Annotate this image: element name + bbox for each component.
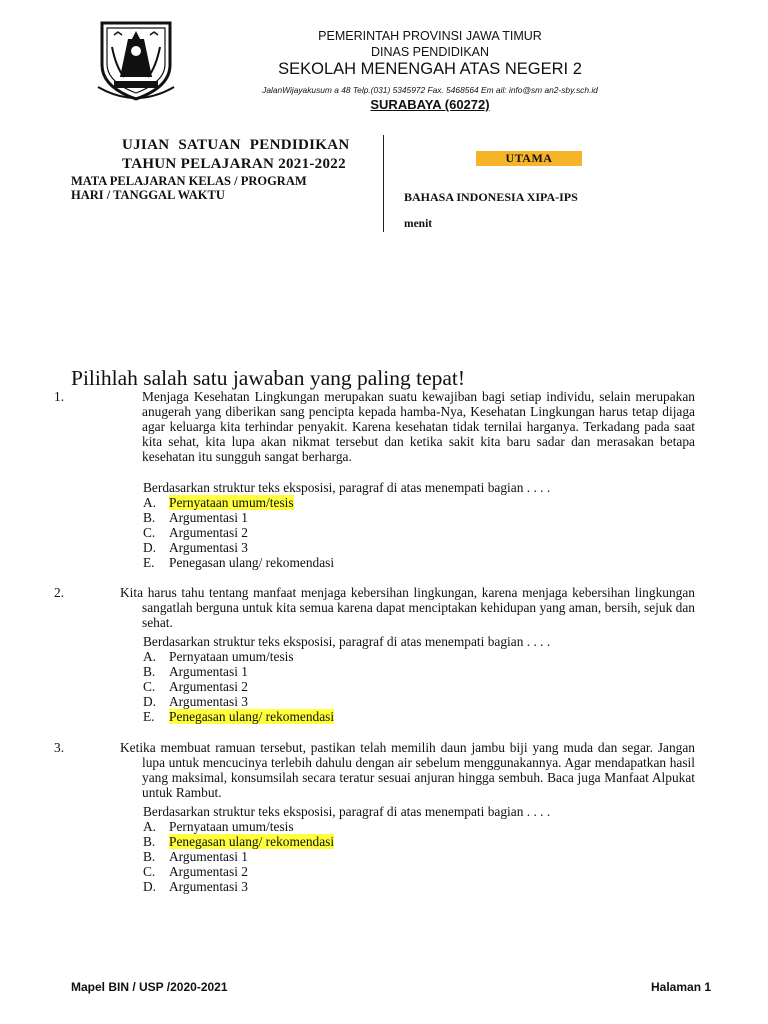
option-c[interactable] — [143, 679, 248, 694]
duration-value: menit — [404, 218, 433, 230]
option-d[interactable] — [143, 540, 248, 555]
option-text: Argumentasi 3 — [169, 540, 248, 555]
option-letter: D. — [143, 540, 157, 555]
divider — [383, 135, 384, 232]
option-text: Argumentasi 1 — [169, 849, 248, 864]
option-letter: B. — [143, 834, 156, 849]
subject-label: MATA PELAJARAN KELAS / PROGRAM — [71, 174, 307, 188]
exam-year: TAHUN PELAJARAN 2021-2022 — [122, 156, 346, 172]
option-d[interactable] — [143, 879, 248, 894]
option-a[interactable] — [143, 649, 294, 664]
subject-value: BAHASA INDONESIA XIPA-IPS — [404, 190, 578, 204]
option-letter: C. — [143, 864, 156, 879]
school-city: SURABAYA (60272) — [370, 97, 490, 112]
option-e[interactable] — [143, 555, 334, 570]
question-number: 2. — [54, 585, 65, 600]
option-c[interactable] — [143, 864, 248, 879]
question-1 — [54, 389, 695, 464]
option-b-2[interactable] — [143, 849, 248, 864]
option-e[interactable] — [143, 709, 334, 724]
question-3 — [54, 740, 695, 800]
option-a[interactable] — [143, 819, 294, 834]
school-name: SEKOLAH MENENGAH ATAS NEGERI 2 — [278, 60, 582, 78]
exam-type-badge: UTAMA — [476, 151, 582, 166]
day-label: HARI / TANGGAL WAKTU — [71, 188, 225, 202]
question-2 — [54, 585, 695, 630]
province-logo-icon — [94, 17, 178, 103]
option-letter: A. — [143, 495, 157, 510]
option-letter: B. — [143, 849, 156, 864]
page-number: Halaman 1 — [651, 980, 712, 994]
option-text: Argumentasi 3 — [169, 694, 248, 709]
option-letter: C. — [143, 525, 156, 540]
question-prompt: Berdasarkan struktur teks eksposisi, paragraf di atas menempati bagian . . . . — [143, 480, 551, 495]
question-number: 1. — [54, 389, 65, 404]
option-text: Penegasan ulang/ rekomendasi — [169, 834, 335, 849]
option-text: Penegasan ulang/ rekomendasi — [169, 555, 335, 570]
exam-title: UJIAN SATUAN PENDIDIKAN — [122, 137, 350, 153]
question-prompt: Berdasarkan struktur teks eksposisi, paragraf di atas menempati bagian . . . . — [143, 634, 551, 649]
footer-subject: Mapel BIN / USP /2020-2021 — [71, 980, 228, 994]
option-b[interactable] — [143, 664, 248, 679]
question-text: Kita harus tahu tentang manfaat menjaga kebersihan lingkungan, karena menjaga kebersihan lingkungan sangatlah berguna untuk kita semua karena dapat menciptakan kehidupan yang aman, bersih, sejuk dan sehat. — [120, 585, 695, 630]
option-letter: C. — [143, 679, 156, 694]
option-letter: E. — [143, 555, 155, 570]
option-letter: B. — [143, 510, 156, 525]
option-text: Penegasan ulang/ rekomendasi — [169, 709, 335, 724]
school-address: JalanWijayakusum a 48 Telp.(031) 5345972 Fax. 5468564 Em ail: info@sm an2-sby.sch.id — [262, 85, 598, 95]
question-text: Menjaga Kesehatan Lingkungan merupakan suatu kewajiban bagi setiap individu, selain merupakan anugerah yang diberikan sang pencipta kepada hamba-Nya, Kesehatan Lingkungan harus tetap dijaga agar keluarga kita terhindar penyakit. Karena kesehatan tidak ternilai harganya. Terkadang pada saat kita sehat, kita lupa akan nikmat tersebut dan ketika sakit kita baru sadar dan merasakan betapa kesehatan itu sungguh sangat berharga. — [142, 389, 695, 464]
option-letter: B. — [143, 664, 156, 679]
option-a[interactable] — [143, 495, 294, 510]
question-prompt: Berdasarkan struktur teks eksposisi, paragraf di atas menempati bagian . . . . — [143, 804, 551, 819]
question-number: 3. — [54, 740, 65, 755]
option-letter: A. — [143, 819, 157, 834]
option-text: Pernyataan umum/tesis — [169, 495, 294, 510]
option-text: Argumentasi 2 — [169, 679, 248, 694]
option-c[interactable] — [143, 525, 248, 540]
department-name: DINAS PENDIDIKAN — [370, 45, 490, 59]
option-text: Argumentasi 2 — [169, 864, 248, 879]
instruction-heading: Pilihlah salah satu jawaban yang paling tepat! — [71, 366, 466, 390]
option-letter: D. — [143, 694, 157, 709]
option-letter: A. — [143, 649, 157, 664]
option-text: Pernyataan umum/tesis — [169, 819, 294, 834]
option-text: Pernyataan umum/tesis — [169, 649, 294, 664]
option-d[interactable] — [143, 694, 248, 709]
question-text: Ketika membuat ramuan tersebut, pastikan telah memilih daun jambu biji yang muda dan segar. Jangan lupa untuk mencucinya terlebih dahulu dengan air sebelum menggunakannya. Agar mendapatkan hasil yang maksimal, konsumsilah secara teratur sesuai anjuran hingga sembuh. Baca juga Manfaat Alpukat untuk Rambut. — [120, 740, 695, 800]
option-letter: D. — [143, 879, 157, 894]
option-b[interactable] — [143, 834, 334, 849]
government-name: PEMERINTAH PROVINSI JAWA TIMUR — [318, 29, 542, 43]
option-letter: E. — [143, 709, 155, 724]
option-b[interactable] — [143, 510, 248, 525]
option-text: Argumentasi 2 — [169, 525, 248, 540]
option-text: Argumentasi 1 — [169, 664, 248, 679]
option-text: Argumentasi 3 — [169, 879, 248, 894]
option-text: Argumentasi 1 — [169, 510, 248, 525]
